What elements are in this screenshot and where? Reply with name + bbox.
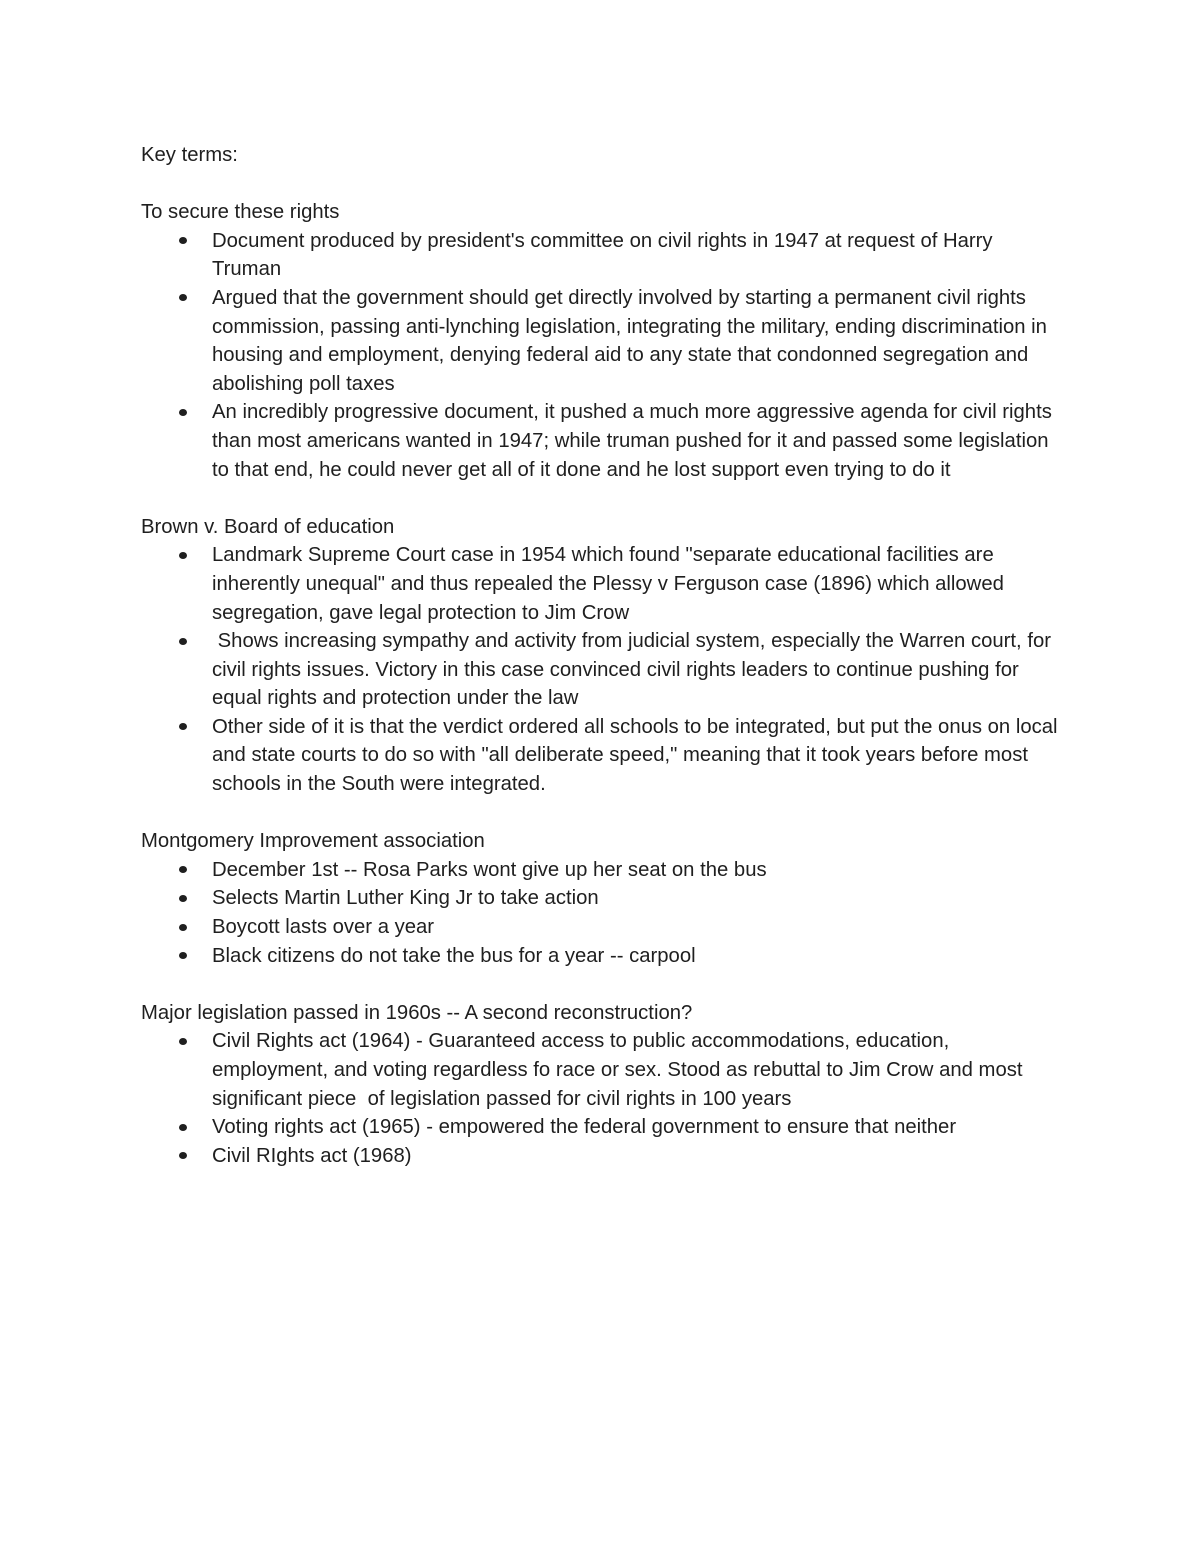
bullet-icon <box>179 1124 187 1131</box>
bullet-icon <box>179 409 187 416</box>
list-item <box>141 227 1066 284</box>
list-item <box>141 1027 1066 1113</box>
list-item <box>141 884 1066 913</box>
document-page <box>141 141 1066 1170</box>
bullet-icon <box>179 638 187 645</box>
list-item-text: Civil Rights act (1964) - Guaranteed access to public accommodations, education, employment, and voting regardless fo race or sex. Stood as rebuttal to Jim Crow and most significant piece of legislation passed for civil rights in 100 years <box>212 1030 1029 1110</box>
list-item-text: Argued that the government should get directly involved by starting a permanent civil rights commission, passing anti-lynching legislation, integrating the military, ending discrimination in housing and employment, denying federal aid to any state that condonned segregation and abolishing poll taxes <box>212 286 1047 395</box>
list-item-text: Landmark Supreme Court case in 1954 which found "separate educational facilities are inherently unequal" and thus repealed the Plessy v Ferguson case (1896) which allowed segregation, gave legal protection to Jim Crow <box>212 544 1004 624</box>
list-item <box>141 284 1066 398</box>
section-to-secure-these-rights <box>141 198 1066 484</box>
list-item <box>141 1113 1066 1142</box>
list-item <box>141 856 1066 885</box>
list-item <box>141 942 1066 971</box>
list-item <box>141 713 1066 799</box>
list-item-text: Shows increasing sympathy and activity from judicial system, especially the Warren court, for civil rights issues. Victory in this case convinced civil rights leaders to continue pushing for equal rights and protection under the law <box>212 630 1057 710</box>
section-title: Major legislation passed in 1960s -- A second reconstruction? <box>141 1001 693 1024</box>
bullet-list <box>141 856 1066 970</box>
list-item-text: December 1st -- Rosa Parks wont give up her seat on the bus <box>212 858 767 881</box>
section-title: Brown v. Board of education <box>141 515 395 538</box>
bullet-list <box>141 1027 1066 1170</box>
bullet-list <box>141 541 1066 798</box>
list-item <box>141 913 1066 942</box>
document-heading: Key terms: <box>141 144 238 166</box>
bullet-icon <box>179 294 187 301</box>
bullet-icon <box>179 895 187 902</box>
list-item <box>141 1142 1066 1171</box>
bullet-icon <box>179 723 187 730</box>
list-item-text: Selects Martin Luther King Jr to take action <box>212 887 599 910</box>
list-item-text: An incredibly progressive document, it pushed a much more aggressive agenda for civil rights than most americans wanted in 1947; while truman pushed for it and passed some legislation to that end, he could never get all of it done and he lost support even trying to do it <box>212 401 1052 481</box>
list-item-text: Civil RIghts act (1968) <box>212 1144 412 1167</box>
bullet-icon <box>179 237 187 244</box>
bullet-icon <box>179 1152 187 1159</box>
list-item-text: Black citizens do not take the bus for a year -- carpool <box>212 944 696 967</box>
bullet-icon <box>179 924 187 931</box>
list-item <box>141 398 1066 484</box>
section-montgomery-improvement <box>141 827 1066 970</box>
bullet-icon <box>179 1038 187 1045</box>
list-item-text: Other side of it is that the verdict ordered all schools to be integrated, but put the onus on local and state courts to do so with "all deliberate speed," meaning that it took years before most schools in the South were integrated. <box>212 715 1058 796</box>
list-item <box>141 541 1066 627</box>
section-major-legislation <box>141 999 1066 1171</box>
bullet-icon <box>179 952 187 959</box>
section-title: To secure these rights <box>141 201 340 224</box>
bullet-list <box>141 227 1066 484</box>
bullet-icon <box>179 866 187 873</box>
list-item <box>141 627 1066 713</box>
bullet-icon <box>179 552 187 559</box>
section-title: Montgomery Improvement association <box>141 830 485 853</box>
list-item-text: Document produced by president's committee on civil rights in 1947 at request of Harry Truman <box>212 229 993 281</box>
section-brown-v-board <box>141 513 1066 799</box>
list-item-text: Boycott lasts over a year <box>212 916 435 939</box>
list-item-text: Voting rights act (1965) - empowered the federal government to ensure that neither <box>212 1116 957 1139</box>
